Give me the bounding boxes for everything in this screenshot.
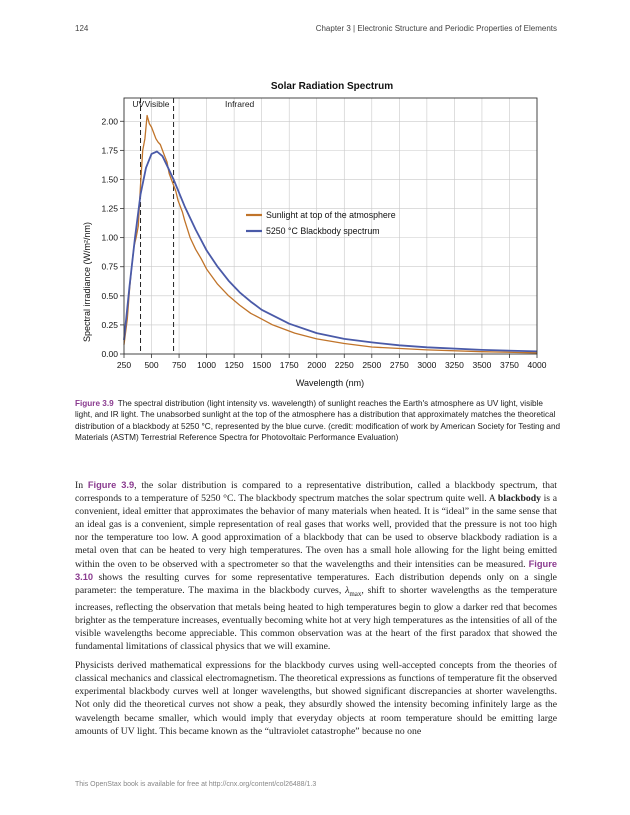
figure-3-10-link[interactable]: Figure 3.10 — [75, 558, 557, 582]
lambda-subscript: max — [349, 589, 362, 598]
paragraph-1 — [75, 479, 557, 653]
y-axis-label: Spectral irradiance (W/m²/nm) — [82, 221, 92, 343]
footer-note: This OpenStax book is available for free at http://cnx.org/content/col26488/1.3 — [75, 781, 317, 788]
caption-text: The spectral distribution (light intensity vs. wavelength) of sunlight reaches the Earth's atmosphere as UV light, visible light, and IR light. The unabsorbed sunlight at the top of the atmosphere has a distribution that approximately matches the theoretical distribution of a blackbody at 5250 °C, represented by the blue curve. (credit: modification of work by American Society for Testing and Materials (ASTM) Terrestrial Reference Spectra for Photovoltaic Performance Evaluation) — [75, 399, 561, 442]
region-label: UV — [132, 99, 145, 109]
blackbody-series-line — [124, 152, 537, 352]
legend-entry: 5250 °C Blackbody spectrum — [266, 226, 380, 236]
legend-entry: Sunlight at top of the atmosphere — [266, 210, 396, 220]
x-tick-label: 3750 — [500, 360, 519, 370]
paragraph-2: Physicists derived mathematical expressions for the blackbody curves using well-accepted concepts from the theories of classical mechanics and classical electromagnetism. The theoretical expressions as functions of temperature fit the observed experimental blackbody curves well at longer wavelengths, but showed significant discrepancies at shorter wavelengths. Not only did the theoretical curves not show a peak, they absurdly showed the intensity becoming infinitely large as the wavelength became smaller, which would imply that everyday objects at room temperature should be emitting large amounts of UV light. This became known as the “ultraviolet catastrophe” because no one — [75, 660, 557, 737]
figure-caption — [75, 398, 561, 443]
x-axis-label: Wavelength (nm) — [295, 378, 365, 388]
caption-label: Figure 3.9 — [75, 399, 114, 408]
y-tick-label: 1.00 — [101, 232, 118, 243]
legend — [246, 210, 396, 236]
chart-title: Solar Radiation Spectrum — [270, 81, 394, 92]
y-tick-label: 0.75 — [101, 261, 118, 272]
x-tick-label: 2750 — [389, 360, 409, 370]
x-tick-label: 3250 — [444, 360, 464, 370]
chapter-header: Chapter 3 | Electronic Structure and Periodic Properties of Elements — [315, 24, 557, 33]
y-tick-label: 1.50 — [101, 174, 118, 185]
x-tick-label: 2250 — [334, 360, 354, 370]
x-tick-label: 1500 — [252, 360, 272, 370]
p1-text-a: In — [75, 480, 88, 491]
x-tick-label: 2500 — [362, 360, 382, 370]
y-tick-label: 0.50 — [101, 290, 118, 301]
y-tick-label: 1.75 — [101, 145, 118, 156]
x-tick-label: 1000 — [197, 360, 217, 370]
y-tick-label: 1.25 — [101, 203, 118, 214]
x-tick-label: 750 — [171, 360, 187, 370]
body-text — [75, 479, 557, 744]
solar-spectrum-chart — [62, 72, 552, 392]
y-tick-label: 2.00 — [101, 116, 118, 127]
p1-text-d: shows the resulting curves for some representative temperatures. Each distribution depends only on a single parameter: the temperature. The maxima in the blackbody curves, — [75, 571, 557, 596]
y-tick-label: 0.00 — [101, 349, 118, 359]
x-tick-label: 250 — [116, 360, 132, 370]
region-label: Visible — [144, 99, 170, 109]
x-tick-label: 3000 — [417, 360, 437, 370]
x-tick-label: 500 — [144, 360, 159, 370]
p1-text-e: , shift to shorter wavelengths as the temperature increases, reflecting the observation that metals being heated to high temperatures begin to glow a darker red that becomes brighter as the temperature increases, eventually becoming white hot at very high temperatures as the intensities of all of the visible wavelengths become appreciable. This common observation was at the heart of the first paradox that showed the fundamental limitations of classical physics that we will examine. — [75, 584, 557, 653]
term-blackbody: blackbody — [497, 493, 541, 505]
x-tick-label: 2000 — [307, 360, 327, 370]
p1-text-b: , the solar distribution is compared to a representative distribution, called a blackbody spectrum, that corresponds to a temperature of 5250 °C. The blackbody spectrum matches the solar spectrum quite well. A — [75, 480, 557, 505]
page-number: 124 — [75, 24, 89, 33]
x-tick-label: 4000 — [527, 360, 547, 370]
lambda-symbol: λ — [345, 584, 350, 596]
region-label: Infrared — [224, 99, 255, 109]
x-tick-label: 1750 — [279, 360, 299, 370]
figure-3-9-link[interactable]: Figure 3.9 — [87, 480, 135, 490]
x-tick-label: 3500 — [472, 360, 492, 370]
p1-text-c: is a convenient, ideal emitter that approximates the behavior of many materials when heated. It is “ideal” in the same sense that an ideal gas is a convenient, simple representation of real gases that works well, provided that the pressure is not too high nor the temperature too low. A good approximation of a blackbody that can be used to observe blackbody radiation is a metal oven that can be heated to very high temperatures. The oven has a small hole allowing for the light being emitted within the oven to be observed with a spectrometer so that the wavelengths and their intensities can be measured. — [75, 493, 557, 570]
y-tick-label: 0.25 — [101, 319, 118, 330]
x-tick-label: 1250 — [224, 360, 244, 370]
